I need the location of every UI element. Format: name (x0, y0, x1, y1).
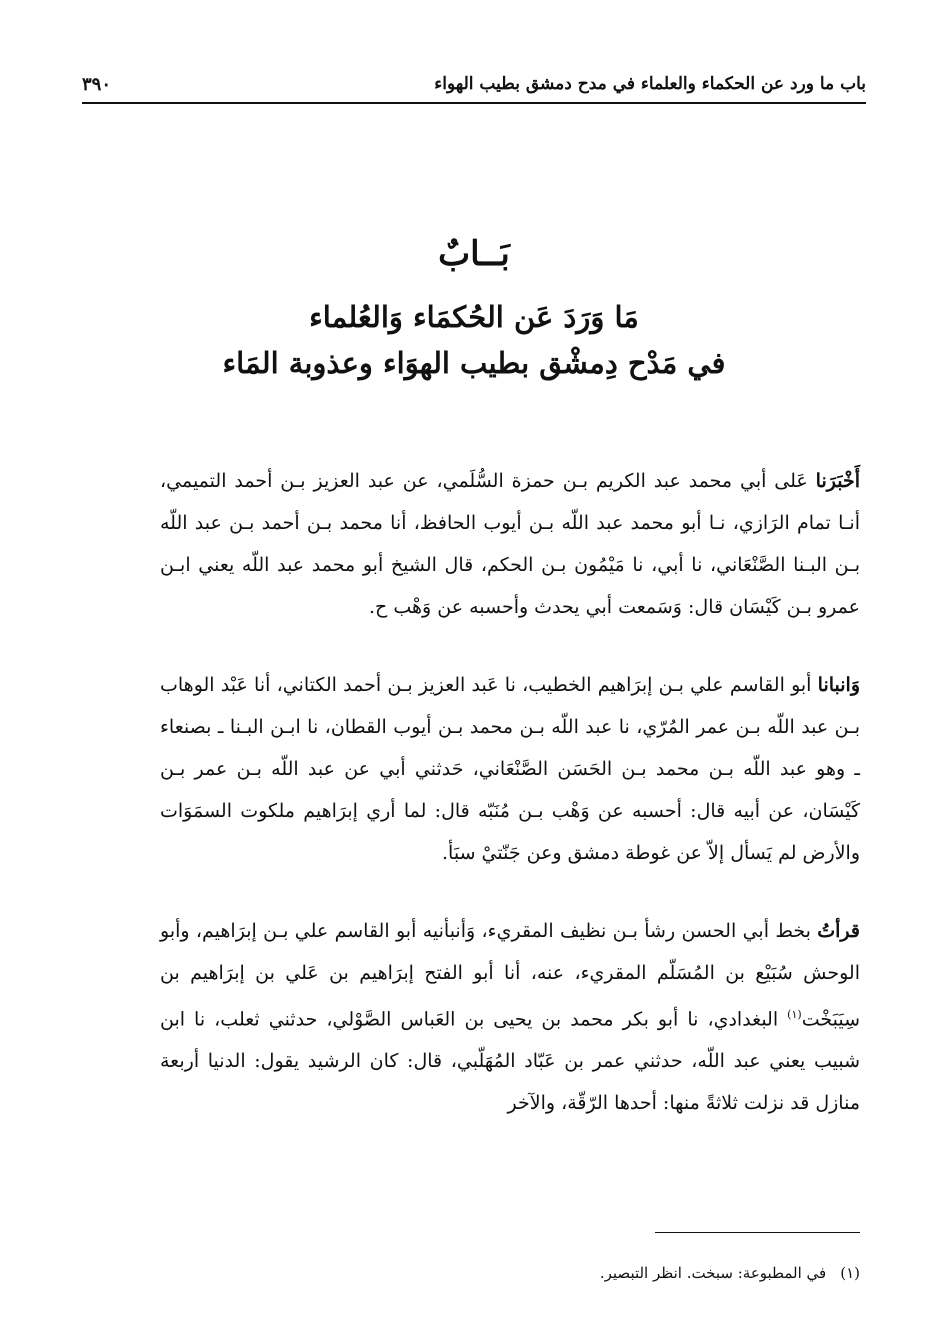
paragraph-2 (160, 664, 860, 874)
body-text (160, 460, 860, 1160)
paragraph-3 (160, 910, 860, 1124)
footnote-number: (١) (840, 1264, 860, 1282)
footnote (160, 1262, 860, 1284)
running-header (82, 72, 866, 104)
paragraph-text: أبو القاسم علي بـن إبرَاهيم الخطيب، نا عَبد العزيز بـن أحمد الكتاني، أنا عَبْد الوهاب بـن عبد اللّه بـن عمر المُرّي، نا عبد اللّه بـن محمد بـن أيوب القطان، نا ابـن البـنا ـ بصنعاء ـ وهو عبد اللّه بـن محمد بـن الحَسَن الصَّنْعَاني، حَدثني أبي عن عبد اللّه بـن عمر بـن كَيْسَان، عن أبيه قال: أحسبه عن وَهْب بـن مُنَبّه قال: لما أري إبرَاهيم ملكوت السمَوَات والأرض لم يَسأل إلاّ عن غوطة دمشق وعن جَنّتيْ سبَأ. (160, 674, 861, 864)
paragraph-lead-word: قرأتُ (817, 920, 860, 942)
chapter-word: بَــابٌ (438, 234, 510, 274)
paragraph-text: بخط أبي الحسن رشأ بـن نظيف المقريء، وَأنبأنيه أبو القاسم علي بـن إبرَاهيم، وأبو الوحش سُبَيْع بن المُسَلّم المقريء، عنه، أنا أبو الفتح إبرَاهيم بن عَلي بن إبرَاهيم بن سِيَبَخْت (160, 920, 860, 1031)
paragraph-text: عَلى أبي محمد عبد الكريم بـن حمزة السُّلَمي، عن عبد العزيز بـن أحمد التميمي، أنـا تمام الرَازي، نـا أبو محمد عبد اللّه بـن أيوب الحافظ، أنا محمد بـن أحمد بـن عبد اللّه بـن البـنا الصَّنْعَاني، نا أبي، نا مَيْمُون بـن الحكم، قال الشيخ أبو محمد عبد اللّه يعني ابـن عمرو بـن كَيْسَان قال: وَسَمعت أبي يحدث وأحسبه عن وَهْب ح. (160, 470, 860, 618)
chapter-title-line-2: في مَدْح دِمشْق بطيب الهوَاء وعذوبة المَاء (222, 346, 726, 380)
running-header-title: باب ما ورد عن الحكماء والعلماء في مدح دمشق بطيب الهواء (434, 74, 866, 94)
chapter-heading (82, 228, 866, 386)
paragraph-lead-word: أَخْبَرَنا (815, 470, 860, 492)
chapter-title-line-1: مَا وَرَدَ عَن الحُكمَاء وَالعُلماء (309, 300, 639, 334)
footnote-divider (655, 1232, 860, 1233)
footnote-text: في المطبوعة: سبخت. انظر التبصير. (599, 1264, 827, 1282)
paragraph-lead-word: وَانبانا (817, 674, 860, 696)
paragraph-1 (160, 460, 860, 628)
paragraph-text: البغدادي، نا أبو بكر محمد بن يحيى بن العَباس الصَّوْلي، حدثني ثعلب، نا ابن شبيب يعني عبد اللّه، حدثني عمر بن عَبّاد المُهَلّبي، قال: كان الرشيد يقول: الدنيا أربعة منازل قد نزلت ثلاثةً منها: أحدها الرّقّة، والآخر (160, 1008, 860, 1115)
footnote-reference[interactable]: (١) (787, 1008, 802, 1021)
page-number: ٣٩٠ (82, 74, 112, 95)
